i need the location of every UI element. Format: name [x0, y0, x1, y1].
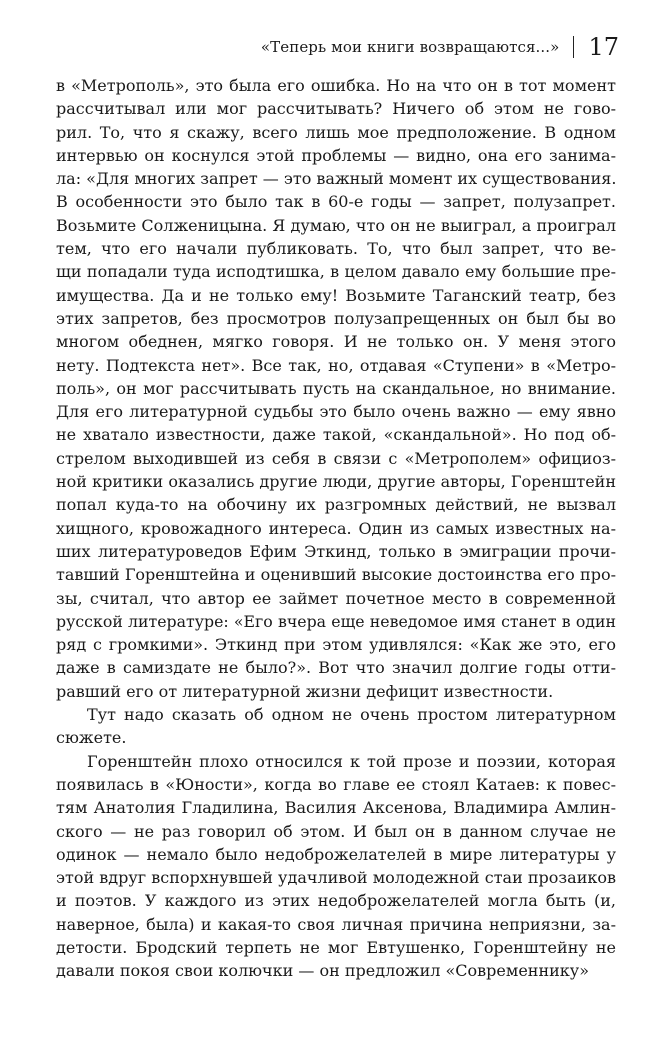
- text-line: этих запретов, без просмотров полузапрещенных он был бы во: [56, 308, 616, 328]
- text-line: имущества. Да и не только ему! Возьмите Таганский театр, без: [56, 285, 616, 305]
- text-line: рил. То, что я скажу, всего лишь мое предположение. В одном: [56, 122, 616, 142]
- text-line: ряд с громкими». Эткинд при этом удивлялся: «Как же это, его: [56, 635, 616, 655]
- text-line: попал куда-то на обочину их разгромных действий, не вызвал: [56, 495, 616, 515]
- text-line: ла: «Для многих запрет — это важный момент их существования.: [56, 169, 616, 189]
- text-line: тям Анатолия Гладилина, Василия Аксенова, Владимира Амлин-: [56, 798, 616, 818]
- paragraph: [56, 750, 616, 983]
- text-line: ной критики оказались другие люди, другие авторы, Горенштейн: [56, 472, 616, 492]
- paragraph: [56, 74, 616, 703]
- text-line: рассчитывал или мог рассчитывать? Ничего об этом не гово-: [56, 99, 616, 119]
- text-line: появилась в «Юности», когда во главе ее стоял Катаев: к повес-: [56, 774, 616, 794]
- text-line: Возьмите Солженицына. Я думаю, что он не выиграл, а проиграл: [56, 215, 616, 235]
- text-line: тем, что его начали публиковать. То, что был запрет, что ве-: [56, 239, 616, 259]
- text-line: одинок — немало было недоброжелателей в мире литературы у: [56, 844, 616, 864]
- text-line: Для его литературной судьбы это было очень важно — ему явно: [56, 402, 616, 422]
- text-line: щи попадали туда исподтишка, в целом давало ему большие пре-: [56, 262, 616, 282]
- text-line: хищного, кровожадного интереса. Один из самых известных на-: [56, 518, 616, 538]
- text-line: тавший Горенштейна и оценивший высокие достоинства его про-: [56, 565, 616, 585]
- body-text: [56, 74, 616, 983]
- running-header: [261, 30, 619, 64]
- running-title: «Теперь мои книги возвращаются...»: [261, 36, 575, 58]
- text-line: в «Метрополь», это была его ошибка. Но на что он в тот момент: [56, 76, 616, 95]
- text-line: этой вдруг вспорхнувшей удачливой молодежной стаи прозаиков: [56, 868, 616, 888]
- text-line: давали покоя свои колючки — он предложил «Современнику»: [56, 961, 589, 981]
- text-line: поль», он мог рассчитывать пусть на скандальное, но внимание.: [56, 378, 616, 398]
- text-line: ших литературоведов Ефим Эткинд, только в эмиграции прочи-: [56, 541, 616, 561]
- text-line: интервью он коснулся этой проблемы — видно, она его занима-: [56, 145, 616, 165]
- text-line: зы, считал, что автор ее займет почетное место в современной: [56, 588, 616, 608]
- text-line: и поэтов. У каждого из этих недоброжелателей могла быть (и,: [56, 891, 616, 911]
- text-line: В особенности это было так в 60-е годы — запрет, полузапрет.: [56, 192, 616, 212]
- text-line: Горенштейн плохо относился к той прозе и поэзии, которая: [87, 751, 616, 771]
- text-line: равший его от литературной жизни дефицит известности.: [56, 681, 554, 701]
- text-line: не хватало известности, даже такой, «скандальной». Но под об-: [56, 425, 616, 445]
- text-line: многом обеднен, мягко говоря. И не только он. У меня этого: [56, 332, 616, 352]
- page-number: 17: [588, 33, 619, 61]
- text-line: стрелом выходившей из себя в связи с «Метрополем» официоз-: [56, 448, 616, 468]
- text-line: Тут надо сказать об одном не очень простом литературном: [87, 705, 616, 725]
- text-line: наверное, была) и какая-то своя личная причина неприязни, за-: [56, 914, 616, 934]
- text-line: ского — не раз говорил об этом. И был он в данном случае не: [56, 821, 616, 841]
- text-line: сюжете.: [56, 728, 127, 748]
- text-line: даже в самиздате не было?». Вот что значил долгие годы отти-: [56, 658, 616, 678]
- text-line: детости. Бродский терпеть не мог Евтушенко, Горенштейну не: [56, 937, 616, 957]
- text-line: нету. Подтекста нет». Все так, но, отдавая «Ступени» в «Метро-: [56, 355, 616, 375]
- text-line: русской литературе: «Его вчера еще неведомое имя станет в один: [56, 611, 616, 631]
- paragraph: [56, 703, 616, 750]
